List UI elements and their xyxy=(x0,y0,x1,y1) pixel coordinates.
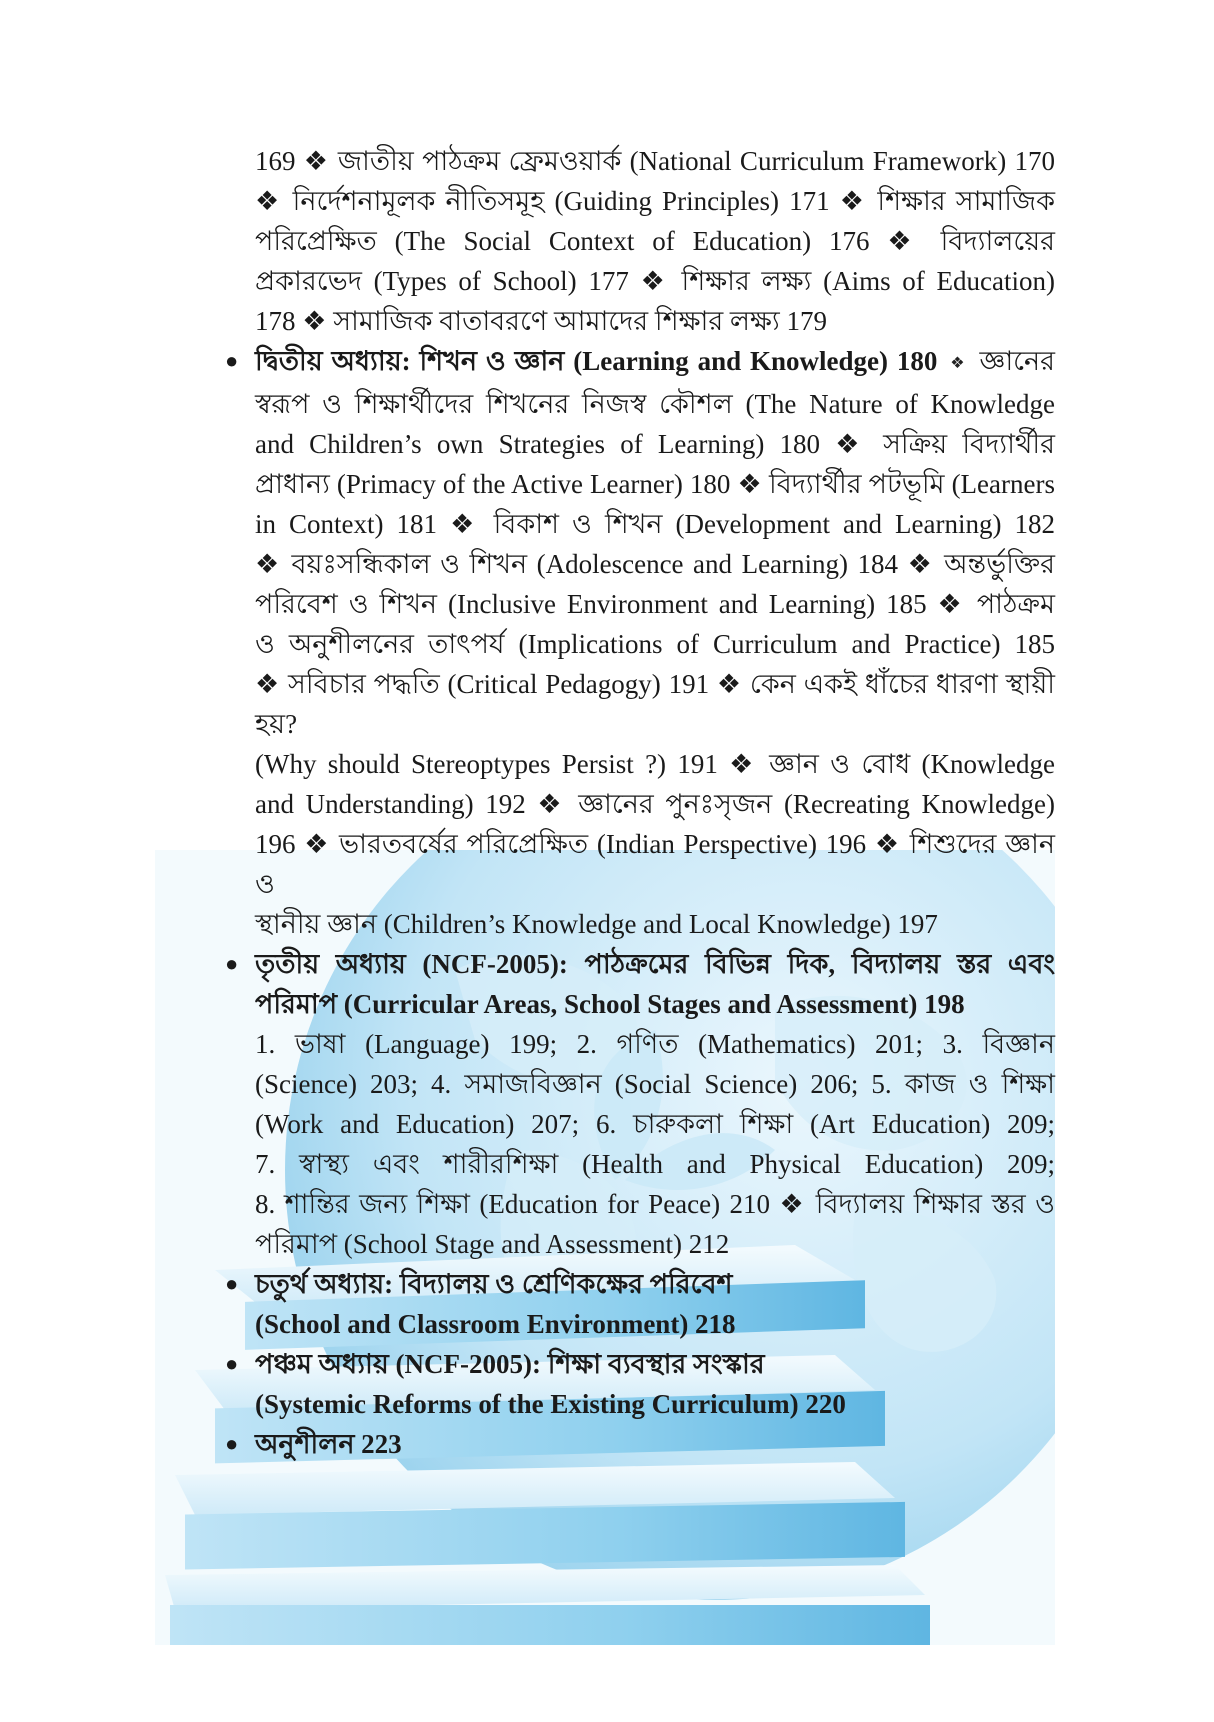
toc-line: (Why should Stereoptypes Persist ?) 191 ❖ জ্ঞান ও বোধ (Knowledge xyxy=(255,748,1055,779)
table-of-contents xyxy=(225,141,1055,1464)
toc-line: পরিমাপ (School Stage and Assessment) 212 xyxy=(255,1228,730,1259)
chapter-4-heading: (School and Classroom Environment) 218 xyxy=(255,1308,736,1339)
toc-line: স্বরূপ ও শিক্ষার্থীদের শিখনের নিজস্ব কৌশল (The Nature of Knowledge xyxy=(255,388,1055,419)
toc-line: ❖ সবিচার পদ্ধতি (Critical Pedagogy) 191 ❖ কেন একই ধাঁচের ধারণা স্থায়ী হয়? xyxy=(255,668,1055,739)
toc-line: পরিবেশ ও শিখন (Inclusive Environment and Learning) 185 ❖ পাঠক্রম xyxy=(255,588,1055,619)
chapter-2-heading: দ্বিতীয় অধ্যায়: শিখন ও জ্ঞান (Learning and Knowledge) 180 xyxy=(255,346,938,376)
exercise-heading: অনুশীলন 223 xyxy=(255,1428,402,1459)
bullet-icon: ● xyxy=(225,1270,239,1296)
chapter-3-entry xyxy=(225,944,1055,1264)
toc-line: 7. স্বাস্থ্য এবং শারীরশিক্ষা (Health and Physical Education) 209; xyxy=(255,1148,1055,1179)
toc-line: ও অনুশীলনের তাৎপর্য (Implications of Curriculum and Practice) 185 xyxy=(255,628,1055,659)
toc-line: ❖ বয়ঃসন্ধিকাল ও শিখন (Adolescence and Learning) 184 ❖ অন্তর্ভুক্তির xyxy=(255,548,1055,579)
toc-line: 8. শান্তির জন্য শিক্ষা (Education for Peace) 210 ❖ বিদ্যালয় শিক্ষার স্তর ও xyxy=(255,1188,1055,1219)
toc-line: 178 ❖ সামাজিক বাতাবরণে আমাদের শিক্ষার লক্ষ্য 179 xyxy=(255,306,827,336)
bullet-icon: ● xyxy=(225,950,239,976)
chapter-4-entry xyxy=(225,1264,1055,1344)
chapter-5-entry xyxy=(225,1344,1055,1424)
bullet-icon: ● xyxy=(225,348,239,373)
toc-line: 196 ❖ ভারতবর্ষের পরিপ্রেক্ষিত (Indian Perspective) 196 ❖ শিশুদের জ্ঞান ও xyxy=(255,828,1055,899)
toc-line: পরিপ্রেক্ষিত (The Social Context of Education) 176 ❖ বিদ্যালয়ের xyxy=(255,226,1055,256)
toc-line: 1. ভাষা (Language) 199; 2. গণিত (Mathematics) 201; 3. বিজ্ঞান xyxy=(255,1028,1055,1059)
chapter-3-heading: পরিমাপ (Curricular Areas, School Stages and Assessment) 198 xyxy=(255,988,965,1019)
chapter-5-heading: (Systemic Reforms of the Existing Curriculum) 220 xyxy=(255,1388,846,1419)
chapter-2-first-line xyxy=(255,341,1055,384)
bullet-icon: ● xyxy=(225,1430,239,1456)
chapter-2-entry xyxy=(225,341,1055,944)
intro-block xyxy=(255,141,1055,341)
chapter-4-heading: চতুর্থ অধ্যায়: বিদ্যালয় ও শ্রেণিকক্ষের পরিবেশ xyxy=(255,1268,733,1299)
chapter-3-heading: তৃতীয় অধ্যায় (NCF-2005): পাঠক্রমের বিভিন্ন দিক, বিদ্যালয় স্তর এবং xyxy=(255,948,1055,979)
chapter-5-heading: পঞ্চম অধ্যায় (NCF-2005): শিক্ষা ব্যবস্থার সংস্কার xyxy=(255,1348,765,1379)
diamond-separator-icon: ❖ xyxy=(950,354,967,372)
bullet-icon: ● xyxy=(225,1350,239,1376)
toc-line: (Work and Education) 207; 6. চারুকলা শিক্ষা (Art Education) 209; xyxy=(255,1108,1055,1139)
toc-line: in Context) 181 ❖ বিকাশ ও শিখন (Development and Learning) 182 xyxy=(255,508,1055,539)
toc-line: প্রকারভেদ (Types of School) 177 ❖ শিক্ষার লক্ষ্য (Aims of Education) xyxy=(255,266,1055,296)
toc-line: প্রাধান্য (Primacy of the Active Learner) 180 ❖ বিদ্যার্থীর পটভূমি (Learners xyxy=(255,468,1055,499)
toc-line: and Understanding) 192 ❖ জ্ঞানের পুনঃসৃজন (Recreating Knowledge) xyxy=(255,788,1055,819)
exercise-entry xyxy=(225,1424,1055,1464)
toc-line: (Science) 203; 4. সমাজবিজ্ঞান (Social Science) 206; 5. কাজ ও শিক্ষা xyxy=(255,1068,1055,1099)
toc-line: 169 ❖ জাতীয় পাঠক্রম ফ্রেমওয়ার্ক (National Curriculum Framework) 170 xyxy=(255,146,1055,176)
toc-line: স্থানীয় জ্ঞান (Children’s Knowledge and Local Knowledge) 197 xyxy=(255,908,938,939)
toc-line: ❖ নির্দেশনামূলক নীতিসমূহ (Guiding Principles) 171 ❖ শিক্ষার সামাজিক xyxy=(255,186,1055,216)
toc-line: and Children’s own Strategies of Learning) 180 ❖ সক্রিয় বিদ্যার্থীর xyxy=(255,428,1055,459)
toc-line: জ্ঞানের xyxy=(979,346,1055,376)
